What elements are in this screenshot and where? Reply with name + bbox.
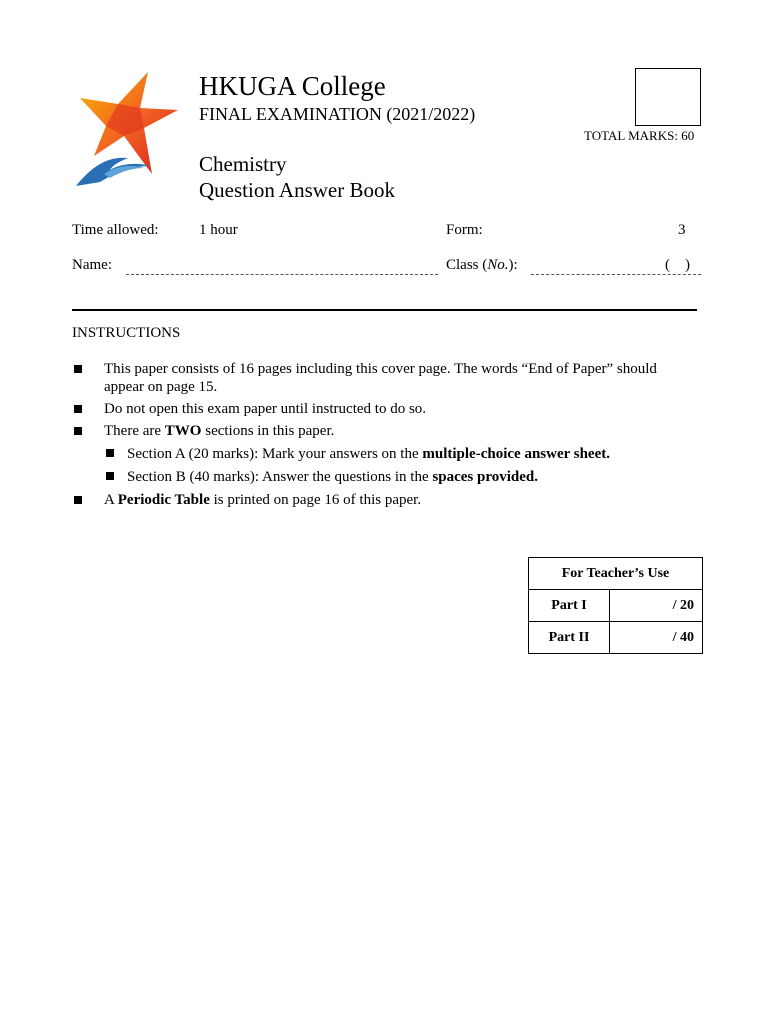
form-value: 3 <box>678 222 686 238</box>
time-allowed-value: 1 hour <box>199 222 238 238</box>
class-label: Class (No.): <box>446 257 518 273</box>
book-title: Question Answer Book <box>199 178 395 202</box>
form-label: Form: <box>446 222 483 238</box>
bullet-icon <box>74 405 82 413</box>
class-field[interactable] <box>531 274 701 275</box>
instruction-item-4: A Periodic Table is printed on page 16 of this paper. <box>104 492 422 508</box>
bullet-icon <box>74 496 82 504</box>
marks-box[interactable] <box>635 68 701 126</box>
instruction-subitem-2: Section B (40 marks): Answer the questions in the spaces provided. <box>127 469 538 485</box>
bullet-icon <box>74 427 82 435</box>
total-marks: TOTAL MARKS: 60 <box>584 128 695 143</box>
name-label: Name: <box>72 257 112 273</box>
part-mark-field[interactable]: / 20 <box>610 590 703 622</box>
subject-title: Chemistry <box>199 152 287 176</box>
star-logo-icon <box>70 70 180 190</box>
instructions-heading: INSTRUCTIONS <box>72 325 181 341</box>
bullet-icon <box>106 449 114 457</box>
table-row <box>529 590 703 622</box>
part-label: Part II <box>529 622 610 654</box>
instruction-item-2: Do not open this exam paper until instructed to do so. <box>104 401 427 417</box>
bullet-icon <box>106 472 114 480</box>
part-mark-field[interactable]: / 40 <box>610 622 703 654</box>
instruction-item-3: There are TWO sections in this paper. <box>104 423 335 439</box>
teacher-use-table <box>528 557 703 654</box>
time-allowed-label: Time allowed: <box>72 222 159 238</box>
table-row <box>529 622 703 654</box>
name-field[interactable] <box>126 274 438 275</box>
school-name: HKUGA College <box>199 71 386 101</box>
exam-title: FINAL EXAMINATION (2021/2022) <box>199 104 476 124</box>
divider <box>72 309 697 311</box>
bullet-icon <box>74 365 82 373</box>
instruction-subitem-1: Section A (20 marks): Mark your answers on the multiple-choice answer sheet. <box>127 446 610 462</box>
class-number-paren: ( ) <box>665 257 690 273</box>
instruction-item-1: This paper consists of 16 pages including this cover page. The words “End of Paper” should appear on page 15. <box>104 361 657 395</box>
teacher-use-heading: For Teacher’s Use <box>529 558 703 590</box>
school-logo <box>70 70 180 190</box>
part-label: Part I <box>529 590 610 622</box>
